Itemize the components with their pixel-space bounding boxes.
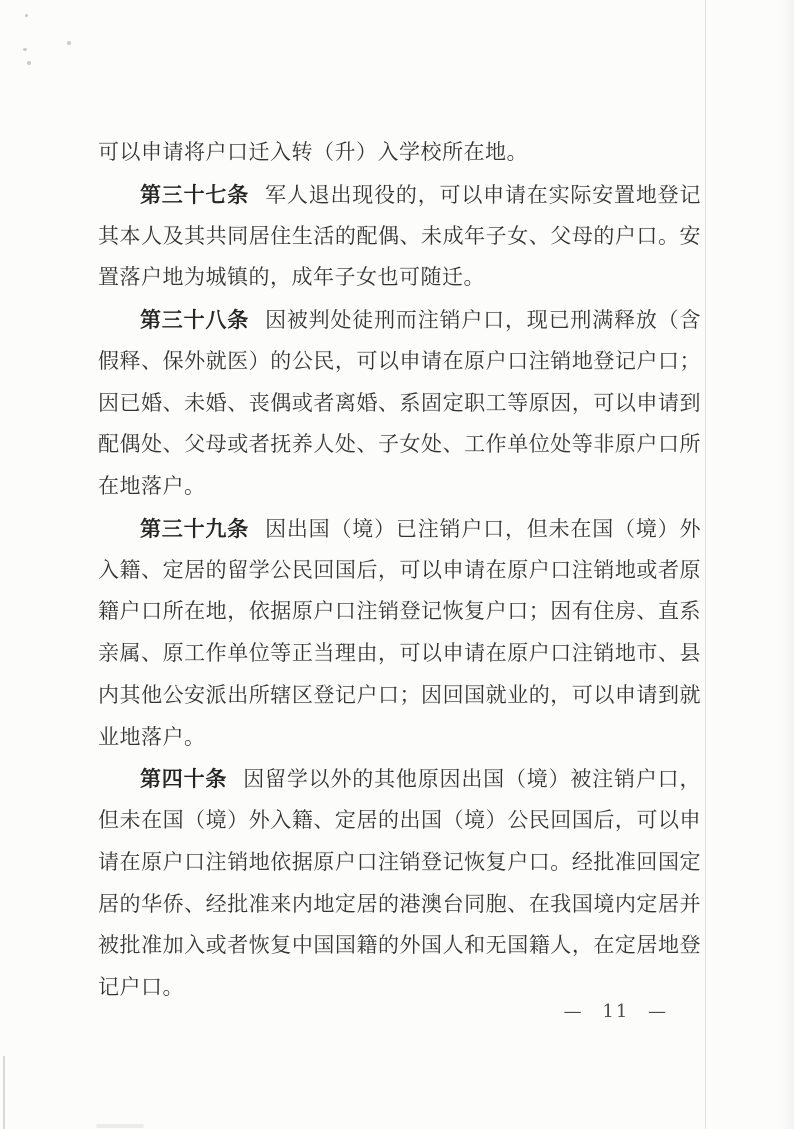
text-line xyxy=(98,842,701,884)
line-text: 被批准加入或者恢复中国国籍的外国人和无国籍人，在定居地登 xyxy=(98,933,701,958)
paragraph xyxy=(98,299,701,508)
line-text: 记户口。 xyxy=(98,975,184,999)
line-text: 因已婚、未婚、丧偶或者离婚、系固定职工等原因，可以申请到 xyxy=(98,390,701,415)
line-text: 居的华侨、经批准来内地定居的港澳台同胞、在我国境内定居并 xyxy=(98,891,701,916)
scan-speck xyxy=(23,48,27,51)
text-line xyxy=(98,299,701,341)
article-number: 第三十七条 xyxy=(140,181,250,207)
paragraph xyxy=(98,132,701,174)
line-text: 军人退出现役的，可以申请在实际安置地登记 xyxy=(265,182,701,207)
line-text: 假释、保外就医）的公民，可以申请在原户口注销地登记户口； xyxy=(98,348,701,373)
text-line xyxy=(98,925,701,967)
text-line xyxy=(98,675,701,717)
line-text: 可以申请将户口迁入转（升）入学校所在地。 xyxy=(98,140,528,164)
text-line xyxy=(98,216,701,258)
line-text: 入籍、定居的留学公民回国后，可以申请在原户口注销地或者原 xyxy=(98,557,701,582)
line-text: 籍户口所在地，依据原户口注销登记恢复户口；因有住房、直系 xyxy=(98,599,701,624)
scan-speck xyxy=(27,61,31,65)
scan-line-artifact xyxy=(705,0,706,1129)
line-text: 亲属、原工作单位等正当理由，可以申请在原户口注销地市、县 xyxy=(98,641,701,665)
line-text: 配偶处、父母或者抚养人处、子女处、工作单位处等非原户口所 xyxy=(98,432,701,457)
scan-smudge xyxy=(96,1124,144,1128)
line-text: 其本人及其共同居住生活的配偶、未成年子女、父母的户口。安 xyxy=(98,223,701,248)
scan-speck xyxy=(25,14,28,17)
line-text: 因留学以外的其他原因出国（境）被注销户口， xyxy=(243,767,701,792)
text-line xyxy=(98,591,701,633)
page-number: — 11 — xyxy=(563,1001,668,1022)
paragraph xyxy=(98,174,701,299)
text-line xyxy=(98,174,701,216)
text-line xyxy=(98,508,701,550)
text-line xyxy=(98,341,701,383)
line-text: 业地落户。 xyxy=(98,724,206,749)
text-line xyxy=(98,466,701,508)
line-text: 但未在国（境）外入籍、定居的出国（境）公民回国后，可以申 xyxy=(98,808,701,832)
article-number: 第三十九条 xyxy=(140,515,250,541)
paragraph xyxy=(98,758,701,1009)
text-line xyxy=(98,550,701,592)
line-text: 置落户地为城镇的，成年子女也可随迁。 xyxy=(98,265,485,290)
text-line xyxy=(98,633,701,675)
scan-speck xyxy=(67,41,71,45)
line-text: 内其他公安派出所辖区登记户口；因回国就业的，可以申请到就 xyxy=(98,682,701,707)
article-number: 第三十八条 xyxy=(140,307,250,332)
text-line xyxy=(98,383,701,425)
line-text: 在地落户。 xyxy=(98,474,206,498)
line-text: 因被判处徒刑而注销户口，现已刑满释放（含 xyxy=(265,308,701,332)
scan-left-edge-artifact xyxy=(3,1056,5,1129)
text-line xyxy=(98,758,701,800)
text-line xyxy=(98,257,701,299)
document-text xyxy=(98,132,701,1009)
line-text: 因出国（境）已注销户口，但未在国（境）外 xyxy=(265,516,701,541)
text-line xyxy=(98,717,701,759)
text-line xyxy=(98,132,701,174)
line-text: 请在原户口注销地依据原户口注销登记恢复户口。经批准回国定 xyxy=(98,849,701,874)
paragraph xyxy=(98,508,701,759)
text-line xyxy=(98,424,701,466)
text-line xyxy=(98,884,701,926)
article-number: 第四十条 xyxy=(140,766,228,792)
scan-edge-shading xyxy=(778,0,794,1129)
text-line xyxy=(98,800,701,842)
